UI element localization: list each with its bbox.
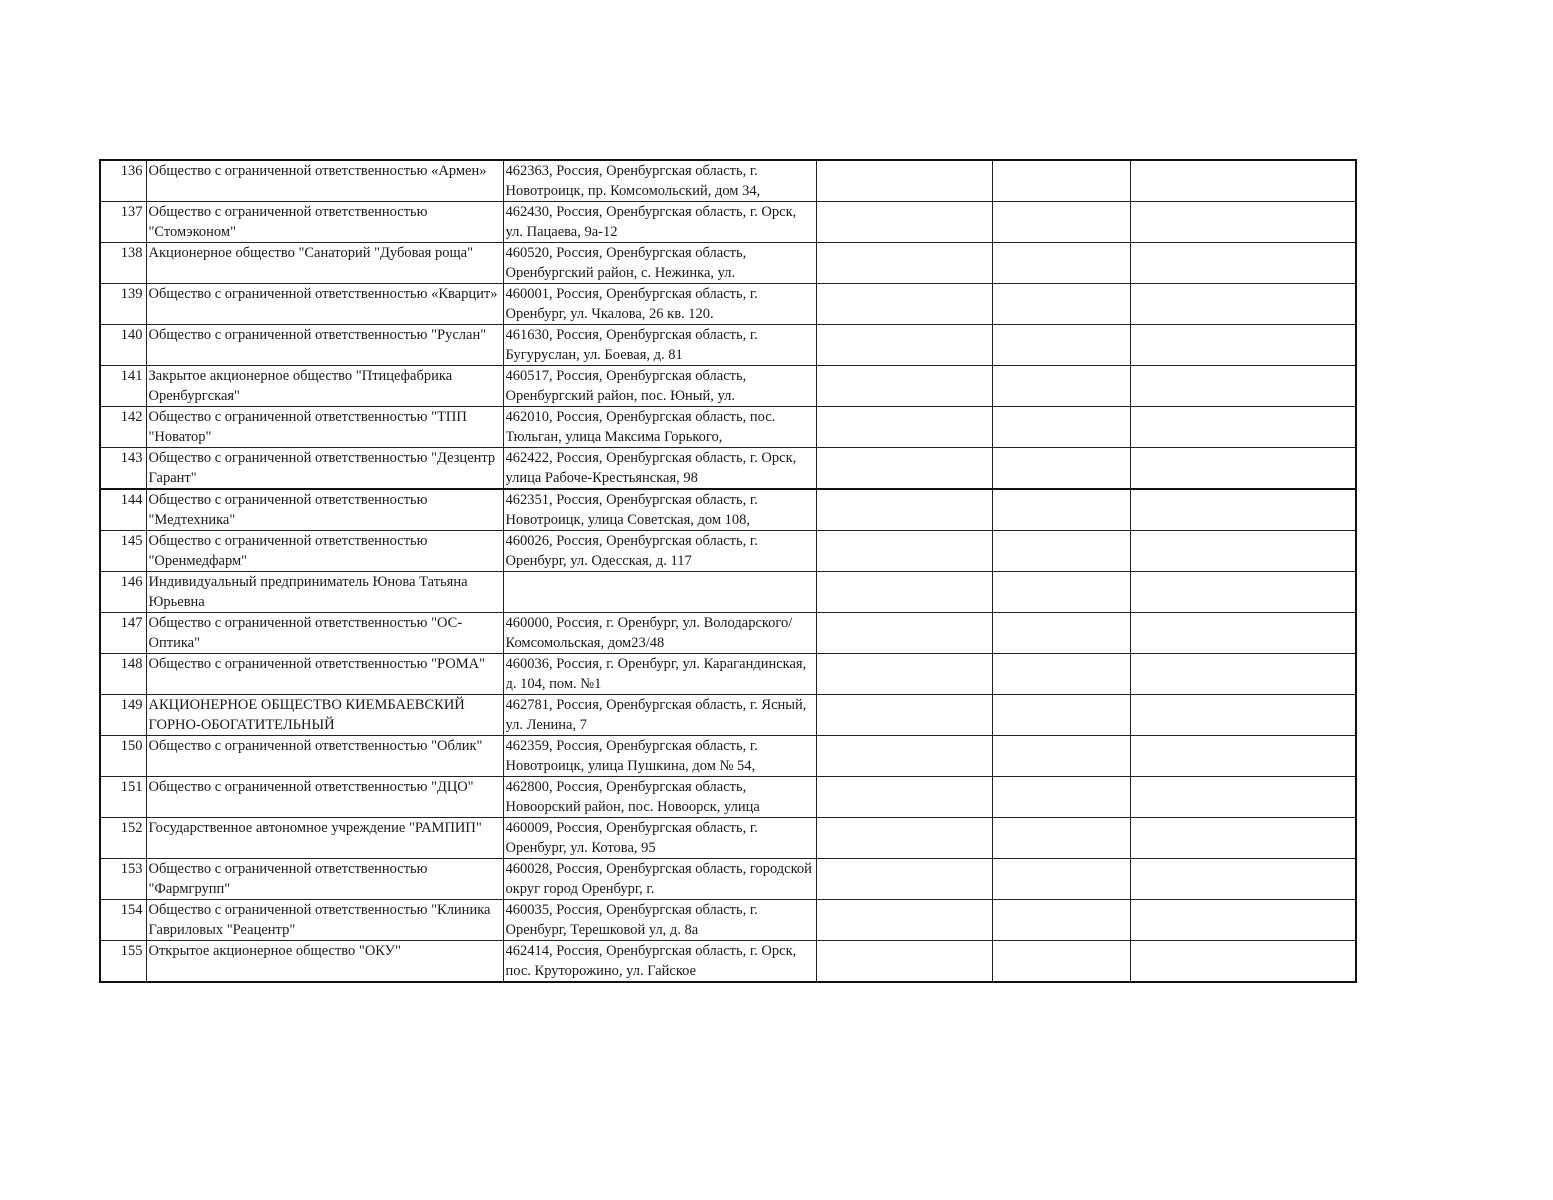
table-row xyxy=(100,777,1356,818)
address-cell xyxy=(503,613,816,654)
empty-cell xyxy=(816,900,992,941)
organization-address: 461630, Россия, Оренбургская область, г. Бугуруслан, ул. Боевая, д. 81 xyxy=(505,327,758,363)
empty-cell xyxy=(816,325,992,366)
row-number-cell xyxy=(100,941,146,983)
empty-cell xyxy=(816,859,992,900)
table-row xyxy=(100,859,1356,900)
table-row xyxy=(100,284,1356,325)
empty-cell xyxy=(816,736,992,777)
organization-name-cell xyxy=(146,654,503,695)
row-number: 151 xyxy=(120,779,143,795)
address-cell xyxy=(503,325,816,366)
row-number: 139 xyxy=(120,286,143,302)
organization-name: Общество с ограниченной ответственностью "Дезцентр Гарант" xyxy=(148,450,496,486)
empty-cell xyxy=(992,366,1130,407)
organization-address: 462359, Россия, Оренбургская область, г. Новотроицк, улица Пушкина, дом № 54, xyxy=(505,738,758,774)
organization-name: Общество с ограниченной ответственностью "Облик" xyxy=(148,738,483,754)
table-row xyxy=(100,736,1356,777)
empty-cell xyxy=(1130,572,1356,613)
empty-cell xyxy=(816,818,992,859)
empty-cell xyxy=(992,736,1130,777)
empty-cell xyxy=(992,818,1130,859)
row-number-cell xyxy=(100,859,146,900)
address-cell xyxy=(503,243,816,284)
row-number: 145 xyxy=(120,533,143,549)
organization-name: АКЦИОНЕРНОЕ ОБЩЕСТВО КИЕМБАЕВСКИЙ ГОРНО-ОБОГАТИТЕЛЬНЫЙ xyxy=(148,697,465,733)
row-number: 152 xyxy=(120,820,143,836)
empty-cell xyxy=(816,613,992,654)
address-cell xyxy=(503,859,816,900)
address-cell xyxy=(503,160,816,202)
table-row xyxy=(100,448,1356,490)
row-number: 155 xyxy=(120,943,143,959)
organization-name-cell xyxy=(146,900,503,941)
empty-cell xyxy=(816,284,992,325)
table-row xyxy=(100,531,1356,572)
organization-name-cell xyxy=(146,695,503,736)
address-cell xyxy=(503,695,816,736)
empty-cell xyxy=(992,531,1130,572)
organization-name-cell xyxy=(146,284,503,325)
row-number: 136 xyxy=(120,163,143,179)
empty-cell xyxy=(1130,160,1356,202)
organization-address: 460001, Россия, Оренбургская область, г. Оренбург, ул. Чкалова, 26 кв. 120. xyxy=(505,286,758,322)
table-row xyxy=(100,572,1356,613)
table-row xyxy=(100,407,1356,448)
organization-name-cell xyxy=(146,366,503,407)
row-number-cell xyxy=(100,407,146,448)
organization-name-cell xyxy=(146,243,503,284)
address-cell xyxy=(503,941,816,983)
row-number: 138 xyxy=(120,245,143,261)
row-number-cell xyxy=(100,572,146,613)
organization-name: Общество с ограниченной ответственностью "ТПП "Новатор" xyxy=(148,409,467,445)
organization-name: Общество с ограниченной ответственностью «Кварцит» xyxy=(148,286,498,302)
organization-address: 462781, Россия, Оренбургская область, г. Ясный, ул. Ленина, 7 xyxy=(505,697,807,733)
empty-cell xyxy=(992,407,1130,448)
empty-cell xyxy=(992,900,1130,941)
row-number-cell xyxy=(100,736,146,777)
address-cell xyxy=(503,818,816,859)
table-row xyxy=(100,695,1356,736)
table-row xyxy=(100,489,1356,531)
empty-cell xyxy=(816,243,992,284)
row-number: 144 xyxy=(120,492,143,508)
empty-cell xyxy=(992,777,1130,818)
row-number-cell xyxy=(100,160,146,202)
address-cell xyxy=(503,366,816,407)
organization-name-cell xyxy=(146,613,503,654)
empty-cell xyxy=(992,859,1130,900)
organization-address: 462800, Россия, Оренбургская область, Новоорский район, пос. Новоорск, улица xyxy=(505,779,760,815)
address-cell xyxy=(503,407,816,448)
organization-name: Закрытое акционерное общество "Птицефабрика Оренбургская" xyxy=(148,368,453,404)
empty-cell xyxy=(1130,284,1356,325)
table-row xyxy=(100,243,1356,284)
empty-cell xyxy=(816,448,992,490)
organization-name: Общество с ограниченной ответственностью "Клиника Гавриловых "Реацентр" xyxy=(148,902,491,938)
row-number: 141 xyxy=(120,368,143,384)
row-number-cell xyxy=(100,284,146,325)
organization-name: Открытое акционерное общество "ОКУ" xyxy=(148,943,401,959)
address-cell xyxy=(503,284,816,325)
empty-cell xyxy=(1130,613,1356,654)
address-cell xyxy=(503,654,816,695)
empty-cell xyxy=(1130,366,1356,407)
table-row xyxy=(100,202,1356,243)
empty-cell xyxy=(1130,818,1356,859)
empty-cell xyxy=(816,489,992,531)
empty-cell xyxy=(992,202,1130,243)
empty-cell xyxy=(992,160,1130,202)
organization-address: 462010, Россия, Оренбургская область, пос. Тюльган, улица Максима Горького, xyxy=(505,409,776,445)
organization-name-cell xyxy=(146,160,503,202)
empty-cell xyxy=(992,325,1130,366)
organization-address: 462430, Россия, Оренбургская область, г. Орск, ул. Пацаева, 9а-12 xyxy=(505,204,797,240)
organization-name: Общество с ограниченной ответственностью «Армен» xyxy=(148,163,487,179)
empty-cell xyxy=(1130,531,1356,572)
empty-cell xyxy=(1130,900,1356,941)
empty-cell xyxy=(816,531,992,572)
empty-cell xyxy=(816,202,992,243)
empty-cell xyxy=(1130,777,1356,818)
organizations-table-body xyxy=(100,160,1356,982)
row-number-cell xyxy=(100,613,146,654)
organization-address: 460026, Россия, Оренбургская область, г. Оренбург, ул. Одесская, д. 117 xyxy=(505,533,758,569)
row-number: 154 xyxy=(120,902,143,918)
organization-name: Общество с ограниченной ответственностью "Медтехника" xyxy=(148,492,428,528)
empty-cell xyxy=(992,448,1130,490)
address-cell xyxy=(503,489,816,531)
empty-cell xyxy=(816,572,992,613)
organization-name-cell xyxy=(146,818,503,859)
organization-name: Акционерное общество "Санаторий "Дубовая роща" xyxy=(148,245,474,261)
empty-cell xyxy=(816,941,992,983)
empty-cell xyxy=(1130,325,1356,366)
table-row xyxy=(100,613,1356,654)
table-row xyxy=(100,900,1356,941)
row-number: 148 xyxy=(120,656,143,672)
empty-cell xyxy=(992,613,1130,654)
table-row xyxy=(100,366,1356,407)
empty-cell xyxy=(1130,941,1356,983)
row-number: 137 xyxy=(120,204,143,220)
empty-cell xyxy=(992,284,1130,325)
organization-name-cell xyxy=(146,489,503,531)
address-cell xyxy=(503,736,816,777)
empty-cell xyxy=(1130,202,1356,243)
organization-name: Индивидуальный предприниматель Юнова Татьяна Юрьевна xyxy=(148,574,468,610)
organization-address: 460517, Россия, Оренбургская область, Оренбургский район, пос. Юный, ул. xyxy=(505,368,747,404)
empty-cell xyxy=(1130,448,1356,490)
organization-address: 462363, Россия, Оренбургская область, г. Новотроицк, пр. Комсомольский, дом 34, xyxy=(505,163,761,199)
empty-cell xyxy=(992,572,1130,613)
empty-cell xyxy=(1130,654,1356,695)
organization-address: 462422, Россия, Оренбургская область, г. Орск, улица Рабоче-Крестьянская, 98 xyxy=(505,450,797,486)
organization-address: 460028, Россия, Оренбургская область, городской округ город Оренбург, г. xyxy=(505,861,812,897)
organization-name: Общество с ограниченной ответственностью "Руслан" xyxy=(148,327,487,343)
empty-cell xyxy=(1130,489,1356,531)
organization-name-cell xyxy=(146,448,503,490)
organization-name: Общество с ограниченной ответственностью "ДЦО" xyxy=(148,779,474,795)
organization-name-cell xyxy=(146,407,503,448)
organization-address: 460000, Россия, г. Оренбург, ул. Володарского/Комсомольская, дом23/48 xyxy=(505,615,793,651)
organization-name: Общество с ограниченной ответственностью "ОС-Оптика" xyxy=(148,615,463,651)
row-number-cell xyxy=(100,448,146,490)
empty-cell xyxy=(992,243,1130,284)
row-number-cell xyxy=(100,366,146,407)
organization-name: Общество с ограниченной ответственностью "Фармгрупп" xyxy=(148,861,428,897)
organization-address: 460520, Россия, Оренбургская область, Оренбургский район, с. Нежинка, ул. xyxy=(505,245,747,281)
empty-cell xyxy=(816,777,992,818)
organization-name: Общество с ограниченной ответственностью "Оренмедфарм" xyxy=(148,533,428,569)
address-cell xyxy=(503,202,816,243)
organization-name-cell xyxy=(146,572,503,613)
row-number-cell xyxy=(100,900,146,941)
empty-cell xyxy=(816,366,992,407)
row-number: 143 xyxy=(120,450,143,466)
empty-cell xyxy=(1130,859,1356,900)
organization-name: Общество с ограниченной ответственностью "РОМА" xyxy=(148,656,486,672)
row-number-cell xyxy=(100,202,146,243)
organization-name-cell xyxy=(146,202,503,243)
empty-cell xyxy=(816,654,992,695)
address-cell xyxy=(503,777,816,818)
organization-name-cell xyxy=(146,941,503,983)
table-row xyxy=(100,818,1356,859)
address-cell xyxy=(503,572,816,613)
row-number: 153 xyxy=(120,861,143,877)
row-number-cell xyxy=(100,777,146,818)
row-number: 140 xyxy=(120,327,143,343)
empty-cell xyxy=(992,489,1130,531)
empty-cell xyxy=(1130,243,1356,284)
empty-cell xyxy=(992,695,1130,736)
empty-cell xyxy=(1130,407,1356,448)
row-number: 149 xyxy=(120,697,143,713)
empty-cell xyxy=(1130,695,1356,736)
address-cell xyxy=(503,531,816,572)
table-row xyxy=(100,941,1356,983)
row-number-cell xyxy=(100,489,146,531)
organization-address: 462351, Россия, Оренбургская область, г. Новотроицк, улица Советская, дом 108, xyxy=(505,492,758,528)
row-number-cell xyxy=(100,325,146,366)
row-number-cell xyxy=(100,818,146,859)
row-number-cell xyxy=(100,531,146,572)
organization-name-cell xyxy=(146,736,503,777)
organization-name-cell xyxy=(146,777,503,818)
empty-cell xyxy=(816,160,992,202)
row-number-cell xyxy=(100,695,146,736)
organization-address: 460035, Россия, Оренбургская область, г. Оренбург, Терешковой ул, д. 8а xyxy=(505,902,758,938)
row-number: 146 xyxy=(120,574,143,590)
organizations-table xyxy=(99,159,1357,983)
address-cell xyxy=(503,900,816,941)
table-row xyxy=(100,325,1356,366)
row-number: 147 xyxy=(120,615,143,631)
row-number: 150 xyxy=(120,738,143,754)
empty-cell xyxy=(992,654,1130,695)
row-number: 142 xyxy=(120,409,143,425)
organization-name: Общество с ограниченной ответственностью "Стомэконом" xyxy=(148,204,428,240)
organization-address: 460036, Россия, г. Оренбург, ул. Карагандинская, д. 104, пом. №1 xyxy=(505,656,807,692)
organization-address: 460009, Россия, Оренбургская область, г. Оренбург, ул. Котова, 95 xyxy=(505,820,758,856)
organization-name-cell xyxy=(146,325,503,366)
organization-address: 462414, Россия, Оренбургская область, г. Орск, пос. Круторожино, ул. Гайское xyxy=(505,943,797,979)
empty-cell xyxy=(1130,736,1356,777)
row-number-cell xyxy=(100,654,146,695)
table-row xyxy=(100,654,1356,695)
empty-cell xyxy=(816,407,992,448)
organization-name-cell xyxy=(146,531,503,572)
organization-name-cell xyxy=(146,859,503,900)
organization-name: Государственное автономное учреждение "РАМПИП" xyxy=(148,820,482,836)
address-cell xyxy=(503,448,816,490)
empty-cell xyxy=(992,941,1130,983)
empty-cell xyxy=(816,695,992,736)
table-row xyxy=(100,160,1356,202)
row-number-cell xyxy=(100,243,146,284)
